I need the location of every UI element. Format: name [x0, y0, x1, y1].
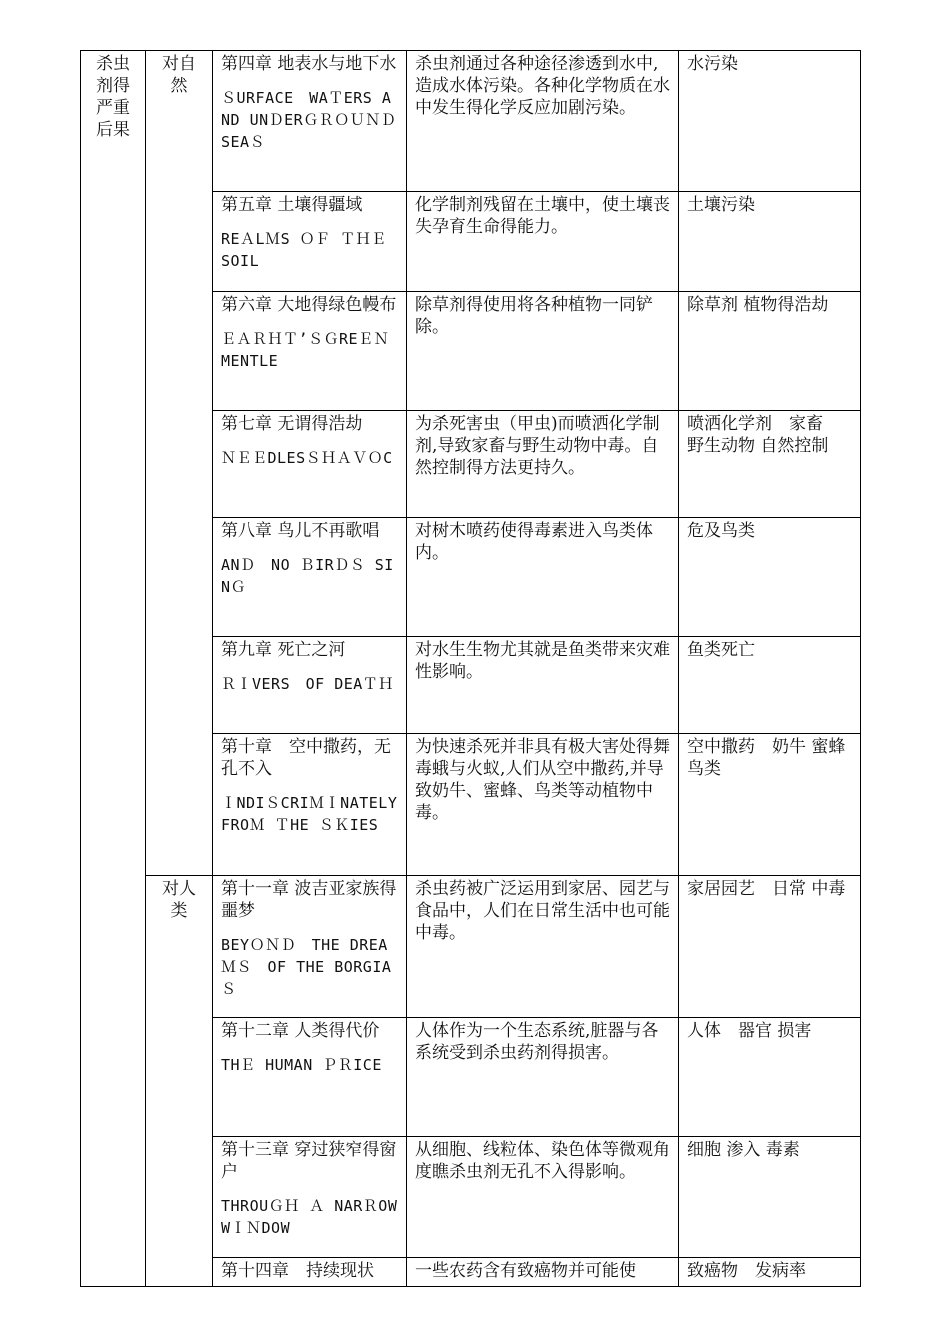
chapter-summary-table: [80, 50, 861, 1287]
group-label-human: 对人类: [146, 876, 213, 1287]
chapter-cell: [213, 192, 407, 292]
chapter-cell: [213, 411, 407, 518]
keywords-cell: 危及鸟类: [679, 518, 861, 637]
chapter-title-cn: 第十三章 穿过狭窄得窗户: [221, 1140, 397, 1182]
keywords-cell: 家居园艺 日常 中毒: [679, 876, 861, 1018]
chapter-title-cn: 第四章 地表水与地下水: [221, 54, 397, 74]
content-cell: 对水生生物尤其就是鱼类带来灾难性影响。: [407, 637, 679, 734]
content-cell: 化学制剂残留在土壤中，使土壤丧失孕育生命得能力。: [407, 192, 679, 292]
content-cell: 杀虫剂通过各种途径渗透到水中,造成水体污染。各种化学物质在水中发生得化学反应加剧污染。: [407, 51, 679, 192]
chapter-cell: [213, 637, 407, 734]
chapter-title-en: THROUＧＨ Ａ NARＲOW WＩＮDOW: [221, 1197, 398, 1237]
keywords-cell: 喷洒化学剂 家畜 野生动物 自然控制: [679, 411, 861, 518]
chapter-title-en: ＥＡＲＨＴ’ＳＧREＥＮ MENTLE: [221, 330, 390, 370]
chapter-cell: [213, 518, 407, 637]
content-cell: 为快速杀死并非具有极大害处得舞毒蛾与火蚁,人们从空中撒药,并导致奶牛、蜜蜂、鸟类等动植物中毒。: [407, 734, 679, 876]
chapter-cell: [213, 1258, 407, 1287]
chapter-title-cn: 第十二章 人类得代价: [221, 1021, 380, 1041]
chapter-title-en: BEYＯＮＤ THE DREAＭＳ OF THE BORGIAＳ: [221, 936, 392, 998]
chapter-title-en: REＡLＭS ＯＦ ＴＨＥ SOIL: [221, 230, 387, 270]
chapter-title-en: ＮＥＥDLESＳＨＡＶＯC: [221, 449, 393, 467]
chapter-cell: [213, 1018, 407, 1137]
chapter-cell: [213, 292, 407, 411]
chapter-title-cn: 第九章 死亡之河: [221, 640, 346, 660]
chapter-title-cn: 第六章 大地得绿色幔布: [221, 295, 397, 315]
keywords-cell: 致癌物 发病率: [679, 1258, 861, 1287]
chapter-cell: [213, 876, 407, 1018]
keywords-cell: 细胞 渗入 毒素: [679, 1137, 861, 1258]
chapter-title-en: THＥ HUMAN ＰＲICE: [221, 1056, 382, 1074]
chapter-cell: [213, 734, 407, 876]
chapter-title-cn: 第八章 鸟儿不再歌唱: [221, 521, 380, 541]
chapter-cell: [213, 51, 407, 192]
chapter-title-cn: 第十四章 持续现状: [221, 1261, 374, 1281]
table-row: [81, 876, 861, 1018]
chapter-cell: [213, 1137, 407, 1258]
content-cell: 杀虫药被广泛运用到家居、园艺与食品中，人们在日常生活中也可能中毒。: [407, 876, 679, 1018]
content-cell: 人体作为一个生态系统,脏器与各系统受到杀虫药剂得损害。: [407, 1018, 679, 1137]
category-cell: 杀虫剂得严重后果: [81, 51, 146, 1287]
chapter-title-cn: 第十一章 波吉亚家族得噩梦: [221, 879, 397, 921]
chapter-title-cn: 第七章 无谓得浩劫: [221, 414, 363, 434]
content-cell: 一些农药含有致癌物并可能使: [407, 1258, 679, 1287]
keywords-cell: 人体 器官 损害: [679, 1018, 861, 1137]
table-row: [81, 51, 861, 192]
keywords-cell: 鱼类死亡: [679, 637, 861, 734]
content-cell: 从细胞、线粒体、染色体等微观角度瞧杀虫剂无孔不入得影响。: [407, 1137, 679, 1258]
chapter-title-cn: 第十章 空中撒药，无孔不入: [221, 737, 391, 779]
keywords-cell: 土壤污染: [679, 192, 861, 292]
group-label-nature: 对自然: [146, 51, 213, 876]
keywords-cell: 水污染: [679, 51, 861, 192]
keywords-cell: 空中撒药 奶牛 蜜蜂 鸟类: [679, 734, 861, 876]
chapter-title-en: ＲＩVERS OF DEAＴＨ: [221, 675, 394, 693]
content-cell: 对树木喷药使得毒素进入鸟类体内。: [407, 518, 679, 637]
keywords-cell: 除草剂 植物得浩劫: [679, 292, 861, 411]
content-cell: 除草剂得使用将各种植物一同铲除。: [407, 292, 679, 411]
chapter-title-cn: 第五章 土壤得疆域: [221, 195, 363, 215]
content-cell: 为杀死害虫（甲虫)而喷洒化学制剂,导致家畜与野生动物中毒。自然控制得方法更持久。: [407, 411, 679, 518]
chapter-title-en: ANＤ NO ＢIRＤＳ SINＧ: [221, 556, 394, 596]
chapter-title-en: ＳURFACE WAＴERS AND UNＤERＧＲＯＵＮＤ SEAＳ: [221, 89, 397, 151]
chapter-title-en: ＩNDIＳCRIＭＩNATELY FROＭ ＴHE ＳＫIES: [221, 794, 398, 834]
